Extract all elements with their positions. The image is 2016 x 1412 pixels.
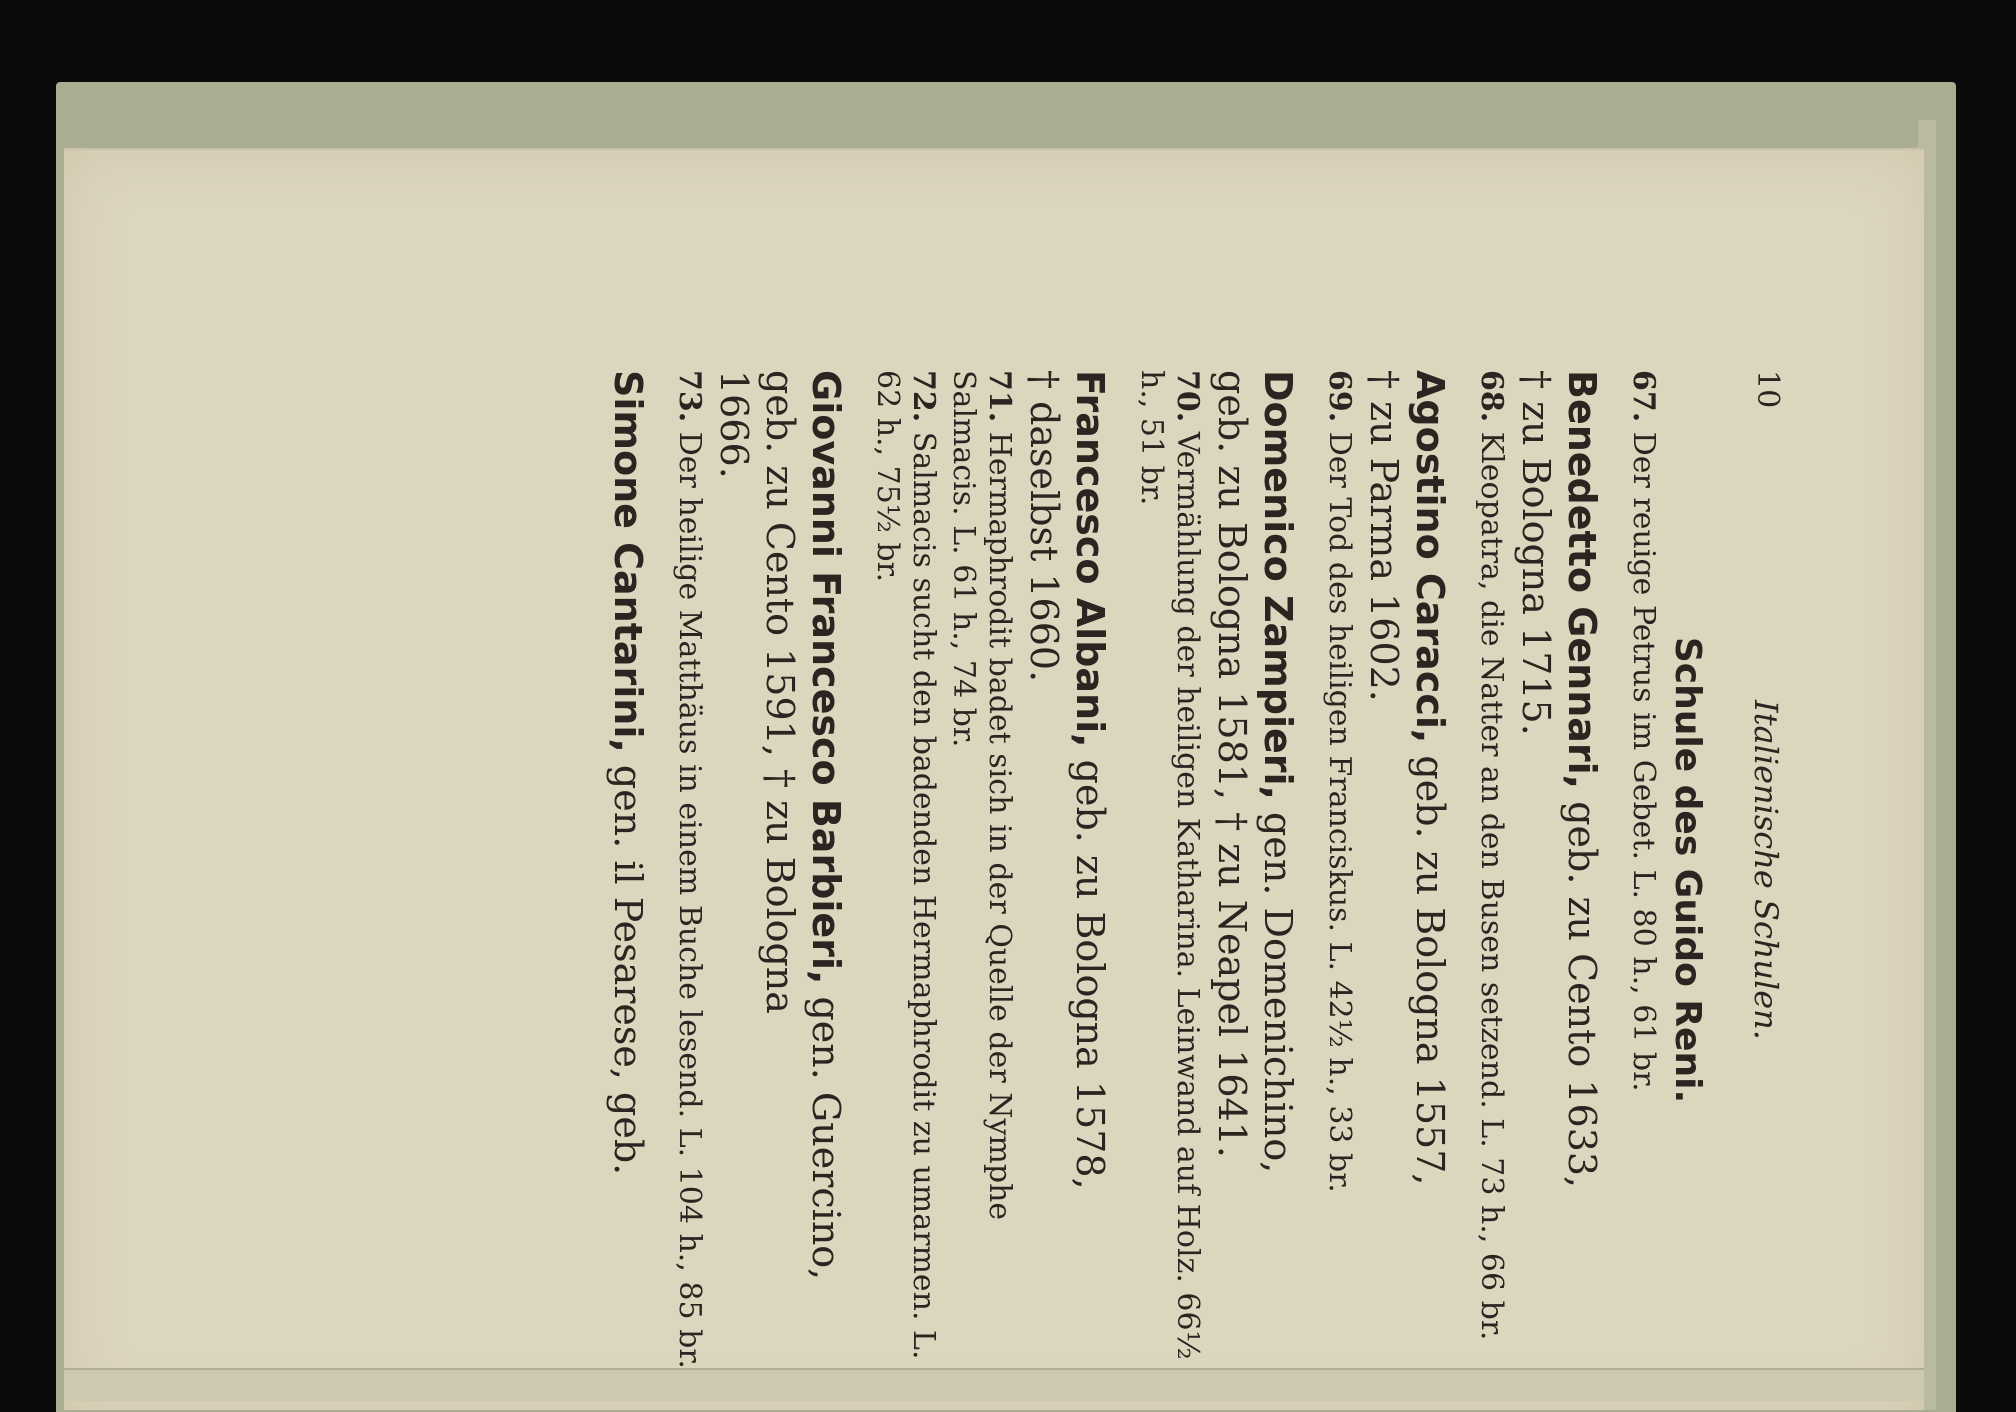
artist-bio: gen. il Pesarese, geb. [606,752,650,1176]
entry-67 [1625,370,1661,1370]
entry-text: Vermählung der heiligen Katharina. Leinwand auf Holz. 66½ h., 51 br. [1134,370,1205,1360]
entry-73 [671,370,707,1370]
artist-name: Giovanni Francesco Barbieri, [804,370,848,985]
entry-69 [1321,370,1357,1370]
artist-barbieri [711,370,849,1370]
artist-bio: gen. Guercino, geb. zu Cento 1591, † zu Bologna [758,370,848,1281]
entry-70 [1133,370,1205,1370]
artist-name: Domenico Zampieri, [1256,370,1300,800]
artist-name: Agostino Caracci, [1408,370,1452,744]
entry-68 [1473,370,1509,1370]
artist-bio: gen. Domenichino, [1256,799,1300,1174]
artist-bio: geb. zu Bologna 1578, [1068,747,1112,1190]
artist-bio: geb. zu Cento 1633, [1560,789,1604,1189]
artist-bio-line: † daselbst 1660. [1022,370,1066,683]
artist-cantarini [605,370,651,1370]
artist-albani [1021,370,1113,1370]
page-header [1735,370,1795,1370]
entry-number: 72. [906,370,941,423]
entry-number: 71. [982,370,1017,423]
entry-number: 69. [1322,370,1357,423]
entry-number: 73. [672,370,707,423]
school-heading: Schule des Guido Reni. [1667,636,1708,1104]
artist-name: Simone Cantarini, [606,370,650,753]
entry-text: Hermaphrodit badet sich in der Quelle der Nymphe Salmacis. L. 61 h., 74 br. [946,370,1017,1221]
rotated-page-text [255,370,1795,1370]
page-content [605,370,1709,1370]
artist-bio-line: 1666. [712,370,756,479]
page-number: 10 [1750,370,1785,409]
entry-text: Salmacis sucht den badenden Hermaphrodit zu umarmen. L. 62 h., 75½ br. [870,370,941,1360]
artist-zampieri [1209,370,1301,1370]
entry-number: 68. [1474,370,1509,423]
running-title: Italienische Schulen. [1747,700,1785,1040]
page-bottom-edge [64,1368,1924,1401]
artist-name: Francesco Albani, [1068,370,1112,748]
entry-number: 67. [1626,370,1661,423]
entry-text: Kleopatra, die Natter an den Busen setzend. L. 73 h., 66 br. [1474,431,1509,1341]
artist-bio-line: † zu Parma 1602. [1362,370,1406,702]
artist-name: Benedetto Gennari, [1560,370,1604,790]
artist-bio-line: † zu Bologna 1715. [1514,370,1558,736]
entry-number: 70. [1170,370,1205,423]
artist-bio: geb. zu Bologna 1557, [1408,743,1452,1186]
entry-72 [869,370,941,1370]
artist-gennari [1513,370,1605,1370]
entry-text: Der heilige Matthäus in einem Buche lesend. L. 104 h., 85 br. [672,431,707,1369]
entry-71 [945,370,1017,1370]
artist-caracci [1361,370,1453,1370]
entry-text: Der Tod des heiligen Franciskus. L. 42½ h., 33 br. [1322,431,1357,1193]
entry-text: Der reuige Petrus im Gebet. L. 80 h., 61 br. [1626,431,1661,1092]
artist-bio-line: geb. zu Bologna 1581, † zu Neapel 1641. [1210,370,1254,1158]
